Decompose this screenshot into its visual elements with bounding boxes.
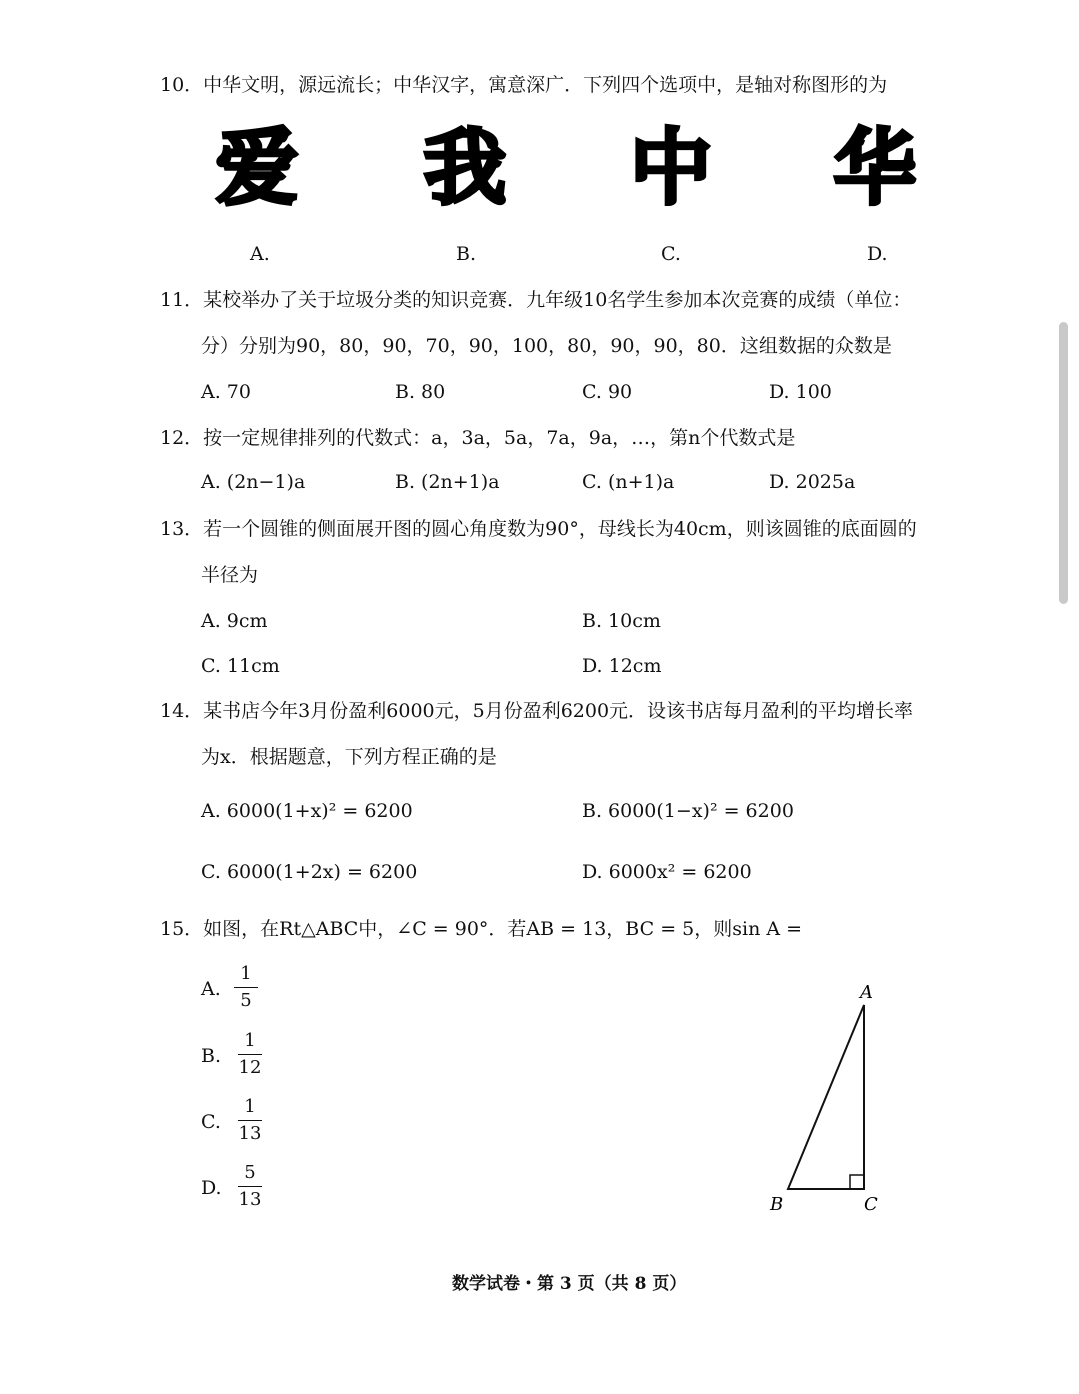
q13-option-d: D. 12cm bbox=[582, 655, 662, 677]
q12-option-b: B. (2n+1)a bbox=[395, 471, 500, 493]
page-footer: 数学试卷・第 3 页（共 8 页） bbox=[452, 1274, 687, 1294]
q12-option-d: D. 2025a bbox=[769, 471, 856, 493]
fraction-bar bbox=[238, 1120, 262, 1121]
q14-option-a: A. 6000(1+x)² = 6200 bbox=[201, 800, 413, 822]
q14-stem-line2: 为x．根据题意，下列方程正确的是 bbox=[201, 746, 497, 768]
q15-option-d-fraction bbox=[238, 1162, 262, 1211]
q11-option-a: A. 70 bbox=[201, 381, 251, 403]
q15-option-c-letter: C. bbox=[201, 1111, 221, 1133]
q12-option-c: C. (n+1)a bbox=[582, 471, 675, 493]
fraction-bar bbox=[234, 987, 258, 988]
q13-option-a: A. 9cm bbox=[201, 610, 268, 632]
q15-option-a-letter: A. bbox=[201, 978, 221, 1000]
q11-stem-line1: 11．某校举办了关于垃圾分类的知识竞赛．九年级10名学生参加本次竞赛的成绩（单位： bbox=[160, 289, 912, 311]
vertex-label-c: C bbox=[864, 1194, 878, 1215]
q15-option-a-fraction bbox=[234, 963, 258, 1012]
triangle-abc bbox=[788, 1005, 864, 1189]
q15-stem: 15．如图，在Rt△ABC中，∠C = 90°．若AB = 13，BC = 5，则sin A = bbox=[160, 918, 803, 940]
q10-label-a: A. bbox=[250, 243, 270, 265]
fraction-numerator: 1 bbox=[244, 1030, 256, 1051]
q10-label-b: B. bbox=[456, 243, 477, 265]
q12-stem: 12．按一定规律排列的代数式：a，3a，5a，7a，9a，…，第n个代数式是 bbox=[160, 427, 796, 449]
q10-char-b: 我 bbox=[424, 121, 507, 216]
fraction-numerator: 1 bbox=[244, 1096, 256, 1117]
q12-option-a: A. (2n−1)a bbox=[201, 471, 306, 493]
q11-option-c: C. 90 bbox=[582, 381, 633, 403]
q15-option-b-fraction bbox=[238, 1030, 262, 1079]
fraction-bar bbox=[238, 1054, 262, 1055]
fraction-denominator: 13 bbox=[238, 1189, 262, 1210]
q10-char-d: 华 bbox=[834, 121, 917, 216]
q13-stem-line1: 13．若一个圆锥的侧面展开图的圆心角度数为90°，母线长为40cm，则该圆锥的底面圆的 bbox=[160, 518, 917, 540]
fraction-denominator: 13 bbox=[238, 1123, 262, 1144]
q14-option-c: C. 6000(1+2x) = 6200 bbox=[201, 861, 418, 883]
fraction-denominator: 12 bbox=[238, 1057, 262, 1078]
q10-stem: 10．中华文明，源远流长；中华汉字，寓意深广．下列四个选项中，是轴对称图形的为 bbox=[160, 74, 888, 96]
q14-option-d: D. 6000x² = 6200 bbox=[582, 861, 752, 883]
q13-stem-line2: 半径为 bbox=[201, 564, 259, 586]
fraction-denominator: 5 bbox=[240, 990, 252, 1011]
q13-option-b: B. 10cm bbox=[582, 610, 661, 632]
q10-label-d: D. bbox=[867, 243, 888, 265]
fraction-bar bbox=[238, 1186, 262, 1187]
q10-char-c: 中 bbox=[630, 121, 713, 216]
q10-char-a: 爱 bbox=[216, 121, 299, 216]
right-triangle-figure bbox=[760, 975, 900, 1225]
fraction-numerator: 1 bbox=[240, 963, 252, 984]
q11-option-d: D. 100 bbox=[769, 381, 832, 403]
vertex-label-a: A bbox=[860, 982, 873, 1003]
q14-stem-line1: 14．某书店今年3月份盈利6000元，5月份盈利6200元．设该书店每月盈利的平均增长率 bbox=[160, 700, 914, 722]
q10-label-c: C. bbox=[661, 243, 681, 265]
q15-option-b-letter: B. bbox=[201, 1045, 222, 1067]
q14-option-b: B. 6000(1−x)² = 6200 bbox=[582, 800, 794, 822]
q13-option-c: C. 11cm bbox=[201, 655, 280, 677]
scrollbar-thumb[interactable] bbox=[1059, 322, 1068, 604]
q11-stem-line2: 分）分别为90，80，90，70，90，100，80，90，90，80．这组数据的众数是 bbox=[201, 335, 892, 357]
vertex-label-b: B bbox=[770, 1194, 784, 1215]
q15-option-d-letter: D. bbox=[201, 1177, 222, 1199]
right-angle-marker bbox=[850, 1175, 864, 1189]
q11-option-b: B. 80 bbox=[395, 381, 446, 403]
fraction-numerator: 5 bbox=[244, 1162, 256, 1183]
q15-option-c-fraction bbox=[238, 1096, 262, 1145]
